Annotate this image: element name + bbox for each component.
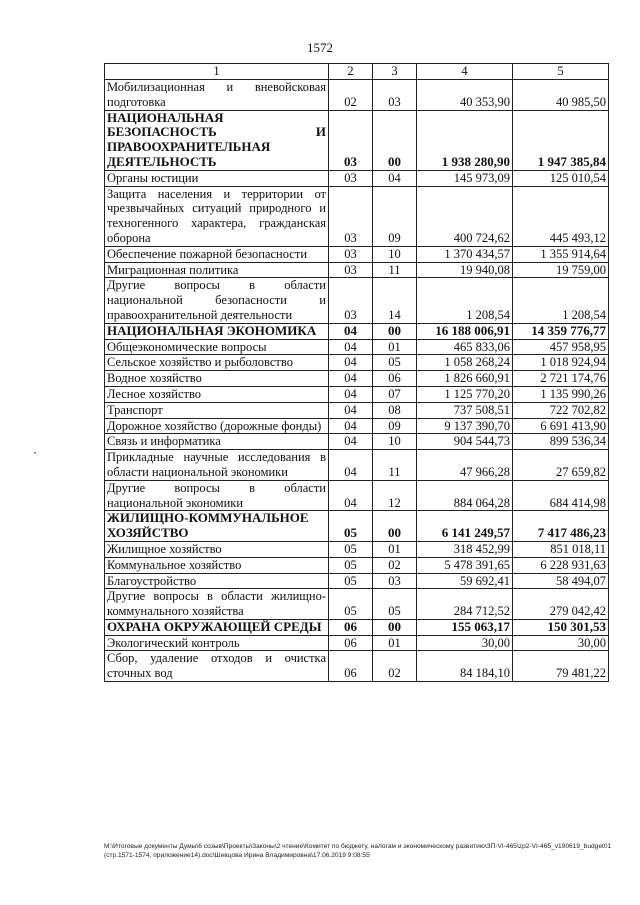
amount-2021: 27 659,82 xyxy=(513,450,609,481)
section-code: 04 xyxy=(329,434,373,450)
row-name: Жилищное хозяйство xyxy=(105,541,329,557)
amount-2020: 1 208,54 xyxy=(417,278,513,323)
amount-2021: 6 691 413,90 xyxy=(513,418,609,434)
row-name: Транспорт xyxy=(105,402,329,418)
amount-2021: 684 414,98 xyxy=(513,480,609,511)
row-name: Мобилизационная и вневойсковая подготовка xyxy=(105,80,329,111)
subsection-code: 00 xyxy=(373,110,417,170)
row-name: ЖИЛИЩНО-КОММУНАЛЬНОЕ ХОЗЯЙСТВО xyxy=(105,511,329,542)
amount-2021: 851 018,11 xyxy=(513,541,609,557)
row-name: Органы юстиции xyxy=(105,170,329,186)
subsection-code: 00 xyxy=(373,511,417,542)
subsection-code: 11 xyxy=(373,450,417,481)
row-name: Экологический контроль xyxy=(105,635,329,651)
table-row xyxy=(105,170,609,186)
subsection-code: 04 xyxy=(373,170,417,186)
subsection-code: 05 xyxy=(373,589,417,620)
amount-2020: 155 063,17 xyxy=(417,619,513,635)
row-name: Прикладные научные исследования в области национальной экономики xyxy=(105,450,329,481)
amount-2020: 16 188 006,91 xyxy=(417,323,513,339)
table-row xyxy=(105,186,609,246)
table-row xyxy=(105,246,609,262)
subsection-code: 01 xyxy=(373,339,417,355)
section-code: 03 xyxy=(329,110,373,170)
amount-2021: 279 042,42 xyxy=(513,589,609,620)
amount-2020: 40 353,90 xyxy=(417,80,513,111)
amount-2021: 1 135 990,26 xyxy=(513,386,609,402)
section-code: 03 xyxy=(329,246,373,262)
section-code: 04 xyxy=(329,355,373,371)
table-row xyxy=(105,278,609,323)
amount-2020: 884 064,28 xyxy=(417,480,513,511)
table-row xyxy=(105,619,609,635)
section-code: 04 xyxy=(329,339,373,355)
section-code: 05 xyxy=(329,557,373,573)
subsection-code: 03 xyxy=(373,80,417,111)
amount-2021: 6 228 931,63 xyxy=(513,557,609,573)
table-row xyxy=(105,450,609,481)
table-row xyxy=(105,589,609,620)
subsection-code: 12 xyxy=(373,480,417,511)
row-name: Другие вопросы в области жилищно-коммунального хозяйства xyxy=(105,589,329,620)
section-code: 02 xyxy=(329,80,373,111)
amount-2020: 465 833,06 xyxy=(417,339,513,355)
subsection-code: 05 xyxy=(373,355,417,371)
table-row xyxy=(105,511,609,542)
row-name: ОХРАНА ОКРУЖАЮЩЕЙ СРЕДЫ xyxy=(105,619,329,635)
subsection-code: 07 xyxy=(373,386,417,402)
amount-2020: 318 452,99 xyxy=(417,541,513,557)
row-name: Обеспечение пожарной безопасности xyxy=(105,246,329,262)
table-row xyxy=(105,339,609,355)
table-row xyxy=(105,262,609,278)
subsection-code: 00 xyxy=(373,619,417,635)
row-name: Водное хозяйство xyxy=(105,371,329,387)
amount-2020: 400 724,62 xyxy=(417,186,513,246)
row-name: Общеэкономические вопросы xyxy=(105,339,329,355)
table-row xyxy=(105,651,609,682)
amount-2021: 2 721 174,76 xyxy=(513,371,609,387)
amount-2020: 59 692,41 xyxy=(417,573,513,589)
section-code: 03 xyxy=(329,262,373,278)
amount-2020: 145 973,09 xyxy=(417,170,513,186)
section-code: 05 xyxy=(329,541,373,557)
subsection-code: 11 xyxy=(373,262,417,278)
amount-2020: 1 826 660,91 xyxy=(417,371,513,387)
table-header-row xyxy=(105,64,609,80)
amount-2021: 125 010,54 xyxy=(513,170,609,186)
amount-2020: 1 125 770,20 xyxy=(417,386,513,402)
amount-2020: 6 141 249,57 xyxy=(417,511,513,542)
table-row xyxy=(105,434,609,450)
amount-2020: 9 137 390,70 xyxy=(417,418,513,434)
section-code: 04 xyxy=(329,371,373,387)
amount-2020: 5 478 391,65 xyxy=(417,557,513,573)
table-row xyxy=(105,402,609,418)
section-code: 03 xyxy=(329,170,373,186)
row-name: Связь и информатика xyxy=(105,434,329,450)
amount-2020: 47 966,28 xyxy=(417,450,513,481)
document-path-footer: М:\Итоговые документы Думы\6 созыв\Проекты\Законы\2 чтение\Комитет по бюджету, налогам и экономическому развитию\ЗП-VI-465\zp2-VI-465_v190619_budget01 (стр.1571-1574, приложение14).doc\Шевцова Ирина Владимировна\17.06.2019 9:08:55 xyxy=(104,843,612,859)
subsection-code: 02 xyxy=(373,651,417,682)
section-code: 04 xyxy=(329,402,373,418)
amount-2021: 14 359 776,77 xyxy=(513,323,609,339)
section-code: 04 xyxy=(329,450,373,481)
subsection-code: 01 xyxy=(373,541,417,557)
column-header: 1 xyxy=(105,64,329,80)
section-code: 05 xyxy=(329,589,373,620)
subsection-code: 08 xyxy=(373,402,417,418)
section-code: 04 xyxy=(329,418,373,434)
budget-table-body xyxy=(105,64,609,682)
amount-2020: 19 940,08 xyxy=(417,262,513,278)
row-name: Лесное хозяйство xyxy=(105,386,329,402)
amount-2020: 1 058 268,24 xyxy=(417,355,513,371)
page-number: 1572 xyxy=(307,40,333,55)
section-code: 05 xyxy=(329,511,373,542)
section-code: 03 xyxy=(329,186,373,246)
row-name: Другие вопросы в области национальной безопасности и правоохранительной деятельности xyxy=(105,278,329,323)
amount-2021: 1 018 924,94 xyxy=(513,355,609,371)
row-name: Миграционная политика xyxy=(105,262,329,278)
section-code: 06 xyxy=(329,619,373,635)
subsection-code: 01 xyxy=(373,635,417,651)
amount-2021: 1 355 914,64 xyxy=(513,246,609,262)
section-code: 04 xyxy=(329,386,373,402)
row-name: Дорожное хозяйство (дорожные фонды) xyxy=(105,418,329,434)
row-name: НАЦИОНАЛЬНАЯ ЭКОНОМИКА xyxy=(105,323,329,339)
amount-2021: 19 759,00 xyxy=(513,262,609,278)
column-header: 3 xyxy=(373,64,417,80)
amount-2021: 899 536,34 xyxy=(513,434,609,450)
column-header: 4 xyxy=(417,64,513,80)
section-code: 06 xyxy=(329,635,373,651)
table-row xyxy=(105,573,609,589)
scan-speck xyxy=(34,452,36,454)
amount-2021: 150 301,53 xyxy=(513,619,609,635)
table-row xyxy=(105,635,609,651)
table-row xyxy=(105,557,609,573)
amount-2020: 737 508,51 xyxy=(417,402,513,418)
table-row xyxy=(105,386,609,402)
table-row xyxy=(105,371,609,387)
row-name: НАЦИОНАЛЬНАЯ БЕЗОПАСНОСТЬ И ПРАВООХРАНИТЕЛЬНАЯ ДЕЯТЕЛЬНОСТЬ xyxy=(105,110,329,170)
subsection-code: 00 xyxy=(373,323,417,339)
table-row xyxy=(105,541,609,557)
section-code: 04 xyxy=(329,323,373,339)
section-code: 03 xyxy=(329,278,373,323)
amount-2021: 1 947 385,84 xyxy=(513,110,609,170)
table-row xyxy=(105,480,609,511)
column-header: 5 xyxy=(513,64,609,80)
row-name: Защита населения и территории от чрезвычайных ситуаций природного и техногенного характера, гражданская оборона xyxy=(105,186,329,246)
subsection-code: 14 xyxy=(373,278,417,323)
section-code: 04 xyxy=(329,480,373,511)
amount-2021: 1 208,54 xyxy=(513,278,609,323)
row-name: Благоустройство xyxy=(105,573,329,589)
table-row xyxy=(105,110,609,170)
column-header: 2 xyxy=(329,64,373,80)
amount-2020: 284 712,52 xyxy=(417,589,513,620)
amount-2020: 1 938 280,90 xyxy=(417,110,513,170)
amount-2020: 904 544,73 xyxy=(417,434,513,450)
row-name: Сельское хозяйство и рыболовство xyxy=(105,355,329,371)
table-row xyxy=(105,80,609,111)
subsection-code: 09 xyxy=(373,418,417,434)
amount-2020: 30,00 xyxy=(417,635,513,651)
budget-table xyxy=(104,63,609,682)
row-name: Коммунальное хозяйство xyxy=(105,557,329,573)
table-row xyxy=(105,323,609,339)
row-name: Другие вопросы в области национальной экономики xyxy=(105,480,329,511)
subsection-code: 09 xyxy=(373,186,417,246)
table-row xyxy=(105,418,609,434)
subsection-code: 10 xyxy=(373,246,417,262)
amount-2021: 722 702,82 xyxy=(513,402,609,418)
subsection-code: 02 xyxy=(373,557,417,573)
amount-2021: 457 958,95 xyxy=(513,339,609,355)
amount-2021: 30,00 xyxy=(513,635,609,651)
subsection-code: 10 xyxy=(373,434,417,450)
amount-2020: 1 370 434,57 xyxy=(417,246,513,262)
table-row xyxy=(105,355,609,371)
amount-2021: 58 494,07 xyxy=(513,573,609,589)
subsection-code: 06 xyxy=(373,371,417,387)
amount-2021: 79 481,22 xyxy=(513,651,609,682)
section-code: 05 xyxy=(329,573,373,589)
amount-2020: 84 184,10 xyxy=(417,651,513,682)
row-name: Сбор, удаление отходов и очистка сточных вод xyxy=(105,651,329,682)
amount-2021: 40 985,50 xyxy=(513,80,609,111)
section-code: 06 xyxy=(329,651,373,682)
amount-2021: 445 493,12 xyxy=(513,186,609,246)
amount-2021: 7 417 486,23 xyxy=(513,511,609,542)
subsection-code: 03 xyxy=(373,573,417,589)
